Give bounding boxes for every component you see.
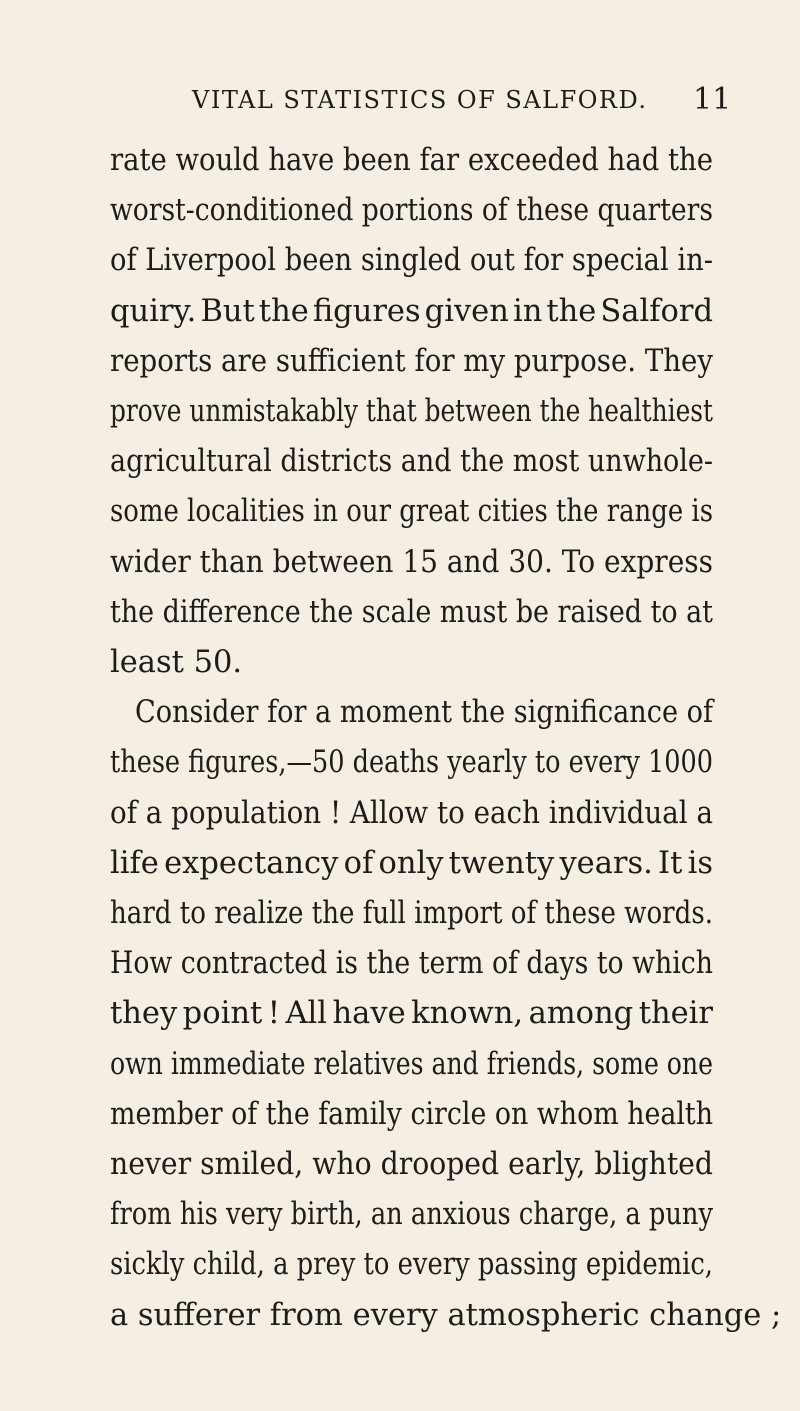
text-line-content: wider than between 15 and 30. To express [110,544,713,580]
text-line-content: some localities in our great cities the range is [110,494,713,530]
text-line [0,693,800,733]
text-line-content: life expectancy of only twenty years. It is [110,845,713,881]
text-line-content: prove unmistakably that between the healthiest [110,394,713,429]
text-line-content: of Liverpool been singled out for special in- [110,243,713,279]
text-line-content: the difference the scale must be raised to at [110,594,713,630]
text-line [0,1245,800,1285]
text-line-content: member of the family circle on whom health [110,1096,713,1132]
text-line-content: worst-conditioned portions of these quarters [110,193,713,229]
text-line-content: quiry. But the figures given in the Salford [110,293,713,329]
running-title: VITAL STATISTICS OF SALFORD. [192,86,648,114]
text-line-content: own immediate relatives and friends, some one [110,1046,713,1082]
text-line [0,944,800,984]
text-line [0,894,800,934]
text-line [0,1195,800,1235]
text-line [0,342,800,382]
text-line [0,743,800,783]
text-line [0,1095,800,1135]
text-line-content: from his very birth, an anxious charge, a puny [110,1197,713,1233]
text-line [0,543,800,583]
text-line [0,844,800,884]
text-line-content: sickly child, a prey to every passing epidemic, [110,1247,713,1283]
text-line-content: Consider for a moment the significance of [135,695,713,731]
text-line [0,1296,800,1336]
text-line-content: hard to realize the full import of these words. [110,896,713,931]
text-line-content: never smiled, who drooped early, blighted [110,1147,713,1182]
text-line [0,392,800,432]
text-line [0,492,800,532]
text-line [0,593,800,633]
text-line [0,1145,800,1185]
text-line-content: they point ! All have known, among their [110,996,713,1032]
page-number: 11 [693,82,732,117]
text-line-content: least 50. [110,645,243,680]
text-line [0,442,800,482]
text-line [0,994,800,1034]
text-line-content: reports are sufficient for my purpose. They [110,343,713,379]
text-line-content: these figures,—50 deaths yearly to every 1000 [110,745,713,781]
text-line-content: a sufferer from every atmospheric change ; [110,1297,782,1333]
running-head [0,82,800,126]
text-line-content: of a population ! Allow to each individual a [110,795,713,831]
text-line-content: How contracted is the term of days to which [110,946,713,982]
text-line [0,191,800,231]
text-line [0,241,800,281]
text-line [0,794,800,834]
text-line [0,292,800,332]
text-line-content: rate would have been far exceeded had the [110,143,713,178]
text-line [0,643,800,683]
text-line [0,141,800,181]
text-line-content: agricultural districts and the most unwhole- [110,444,713,480]
text-line [0,1045,800,1085]
